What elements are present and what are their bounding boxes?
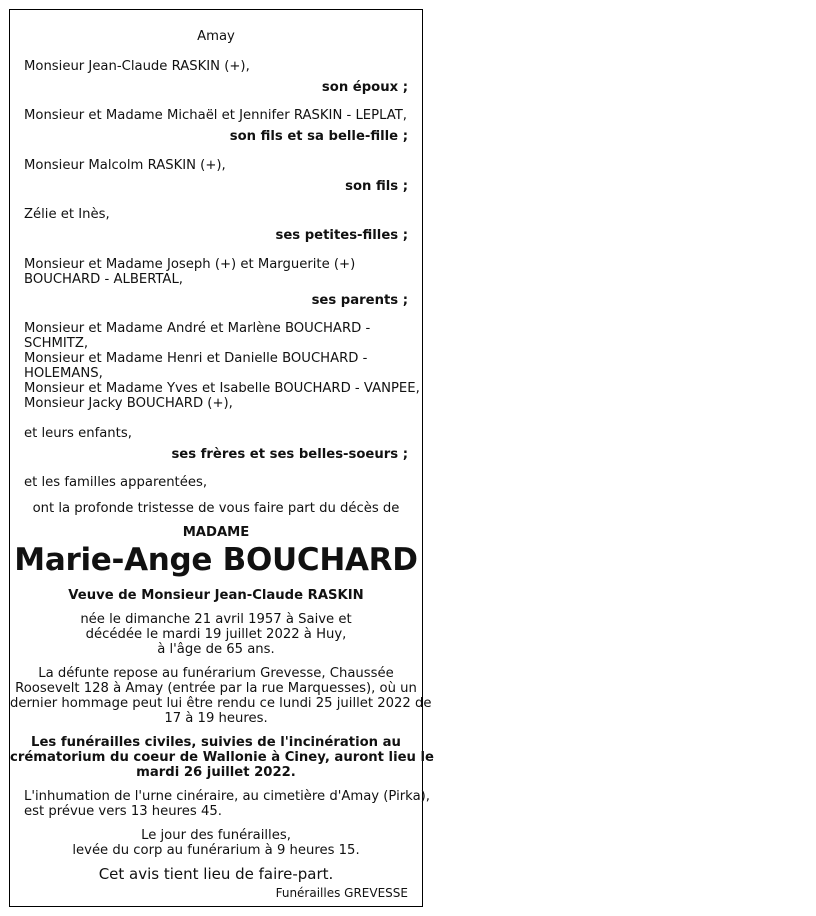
sibling-line: HOLEMANS, bbox=[24, 366, 103, 381]
birth-death-line: née le dimanche 21 avril 1957 à Saive et bbox=[80, 612, 352, 627]
funeral-line: crématorium du coeur de Wallonie à Ciney, auront lieu le bbox=[10, 750, 434, 765]
departure-line: Le jour des funérailles, bbox=[141, 828, 291, 843]
undertaker-signature: Funérailles GREVESSE bbox=[275, 886, 408, 900]
birth-death-line: décédée le mardi 19 juillet 2022 à Huy, bbox=[85, 627, 347, 642]
siblings-role: ses frères et ses belles-soeurs ; bbox=[171, 447, 408, 462]
parents-line-1: Monsieur et Madame Joseph (+) et Marguerite (+) bbox=[24, 257, 356, 272]
departure-line: levée du corp au funérarium à 9 heures 15. bbox=[72, 843, 360, 858]
son2-line: Monsieur Malcolm RASKIN (+), bbox=[24, 158, 226, 173]
son1-role: son fils et sa belle-fille ; bbox=[229, 129, 408, 144]
granddaughters-role: ses petites-filles ; bbox=[275, 228, 408, 243]
sibling-line: Monsieur et Madame Yves et Isabelle BOUCHARD - VANPEE, bbox=[24, 381, 420, 396]
husband-role: son époux ; bbox=[321, 80, 408, 95]
announcement-line: ont la profonde tristesse de vous faire part du décès de bbox=[32, 501, 400, 516]
town-name: Amay bbox=[197, 29, 235, 44]
title-madame: MADAME bbox=[182, 525, 250, 540]
viewing-line: dernier hommage peut lui être rendu ce lundi 25 juillet 2022 de bbox=[10, 696, 432, 711]
funeral-line: Les funérailles civiles, suivies de l'incinération au bbox=[31, 735, 401, 750]
viewing-line: La défunte repose au funérarium Grevesse, Chaussée bbox=[38, 666, 394, 681]
viewing-line: Roosevelt 128 à Amay (entrée par la rue Marquesses), où un bbox=[15, 681, 417, 696]
inhumation-line: L'inhumation de l'urne cinéraire, au cimetière d'Amay (Pirka), bbox=[24, 789, 430, 804]
birth-death-line: à l'âge de 65 ans. bbox=[157, 642, 275, 657]
children-note: et leurs enfants, bbox=[24, 426, 132, 441]
deceased-name: Marie-Ange BOUCHARD bbox=[14, 542, 418, 578]
sibling-line: Monsieur et Madame Henri et Danielle BOUCHARD - bbox=[24, 351, 368, 366]
sibling-line: SCHMITZ, bbox=[24, 336, 89, 351]
parents-role: ses parents ; bbox=[311, 293, 408, 308]
son2-role: son fils ; bbox=[345, 179, 408, 194]
sibling-line: Monsieur et Madame André et Marlène BOUCHARD - bbox=[24, 321, 371, 336]
closing-line: Cet avis tient lieu de faire-part. bbox=[98, 865, 334, 883]
inhumation-line: est prévue vers 13 heures 45. bbox=[24, 804, 222, 819]
death-notice-card bbox=[9, 9, 434, 907]
widow-of-line: Veuve de Monsieur Jean-Claude RASKIN bbox=[68, 588, 364, 603]
husband-line: Monsieur Jean-Claude RASKIN (+), bbox=[24, 59, 250, 74]
son1-line: Monsieur et Madame Michaël et Jennifer RASKIN - LEPLAT, bbox=[24, 108, 407, 123]
families-line: et les familles apparentées, bbox=[24, 475, 208, 490]
sibling-line: Monsieur Jacky BOUCHARD (+), bbox=[24, 396, 233, 411]
parents-line-2: BOUCHARD - ALBERTAL, bbox=[24, 272, 183, 287]
funeral-line: mardi 26 juillet 2022. bbox=[136, 765, 296, 780]
viewing-line: 17 à 19 heures. bbox=[164, 711, 268, 726]
granddaughters-line: Zélie et Inès, bbox=[24, 207, 110, 222]
